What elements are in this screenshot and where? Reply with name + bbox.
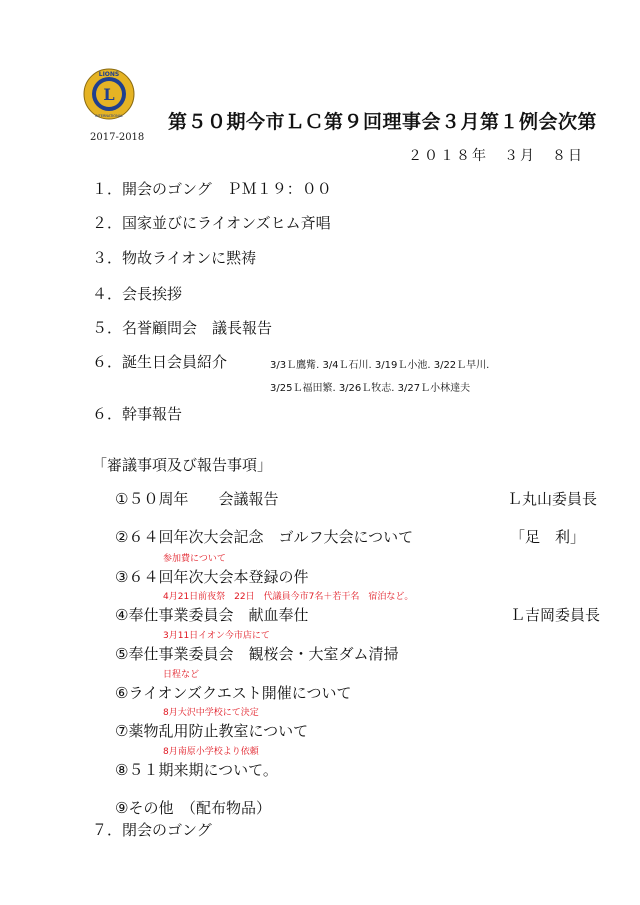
subitem-2-location: 「足 利」 [510, 528, 586, 546]
subitem-1: ①５０周年 会議報告 [115, 490, 279, 508]
note-schedule: 日程など [163, 670, 200, 680]
subitem-3: ③６４回年次大会本登録の件 [115, 568, 309, 586]
subitem-8: ⑧５１期来期について。 [115, 761, 278, 779]
note-april-schedule: 4月21日前夜祭 22日 代議員今市7名＋若干名 宿泊など。 [163, 592, 414, 602]
agenda-text: 開会のゴング ＰＭ１９：００ [122, 180, 332, 198]
subitem-5: ⑤奉仕事業委員会 観桜会・大室ダム清掃 [115, 645, 399, 663]
agenda-number: １． [92, 180, 123, 198]
agenda-item-5 [92, 317, 272, 338]
agenda-number: ５． [92, 319, 123, 337]
logo-text-top: LIONS [98, 71, 120, 78]
agenda-text: 誕生日会員紹介 [122, 353, 228, 371]
note-minamihara: 8月南原小学校より依頼 [163, 747, 259, 757]
section-title: 「審議事項及び報告事項」 [92, 456, 273, 474]
logo-text-bottom: INTERNATIONAL [94, 114, 124, 118]
subitem-2: ②６４回年次大会記念 ゴルフ大会について [115, 528, 414, 546]
subitem-4-assignee: Ｌ吉岡委員長 [510, 606, 601, 624]
agenda-item-7 [92, 403, 182, 424]
agenda-text: 閉会のゴング [122, 821, 212, 839]
agenda-number: ３． [92, 249, 123, 267]
agenda-item-closing [92, 819, 212, 840]
agenda-item-4 [92, 283, 182, 304]
agenda-number: ４． [92, 285, 123, 303]
agenda-text: 国家並びにライオンズヒム斉唱 [122, 214, 331, 232]
subitem-9: ⑨その他 （配布物品） [115, 799, 271, 817]
logo-letter: L [103, 85, 115, 104]
agenda-text: 物故ライオンに黙祷 [122, 249, 257, 267]
year-range: 2017-2018 [90, 132, 145, 143]
subitem-6: ⑥ライオンズクエスト開催について [115, 684, 352, 702]
agenda-text: 幹事報告 [122, 405, 183, 423]
agenda-number: ７． [92, 821, 123, 839]
subitem-7: ⑦薬物乱用防止教室について [115, 722, 309, 740]
page-title: 第５０期今市ＬＣ第９回理事会３月第１例会次第 [168, 111, 598, 133]
agenda-number: ６． [92, 405, 123, 423]
agenda-item-1 [92, 178, 332, 199]
agenda-item-2 [92, 212, 331, 233]
agenda-number: ２． [92, 214, 123, 232]
birthday-list-line-2: 3/25Ｌ福田繁. 3/26Ｌ牧志. 3/27Ｌ小林達夫 [270, 383, 471, 394]
agenda-item-6 [92, 351, 227, 372]
meeting-date: ２０１８年 ３月 ８日 [408, 148, 584, 164]
note-osawa: 8月大沢中学校にて決定 [163, 708, 259, 718]
agenda-number: ６． [92, 353, 123, 371]
birthday-list-line-1: 3/3Ｌ鷹觜. 3/4Ｌ石川. 3/19Ｌ小池. 3/22Ｌ早川. [270, 360, 490, 371]
agenda-text: 名誉顧問会 議長報告 [122, 319, 273, 337]
agenda-text: 会長挨拶 [122, 285, 183, 303]
subitem-1-assignee: Ｌ丸山委員長 [507, 490, 598, 508]
agenda-item-3 [92, 247, 256, 268]
note-participation-fee: 参加費について [163, 554, 226, 564]
subitem-4: ④奉仕事業委員会 献血奉仕 [115, 606, 309, 624]
lions-logo [83, 68, 135, 120]
note-march-aeon: 3月11日イオン今市店にて [163, 631, 270, 641]
